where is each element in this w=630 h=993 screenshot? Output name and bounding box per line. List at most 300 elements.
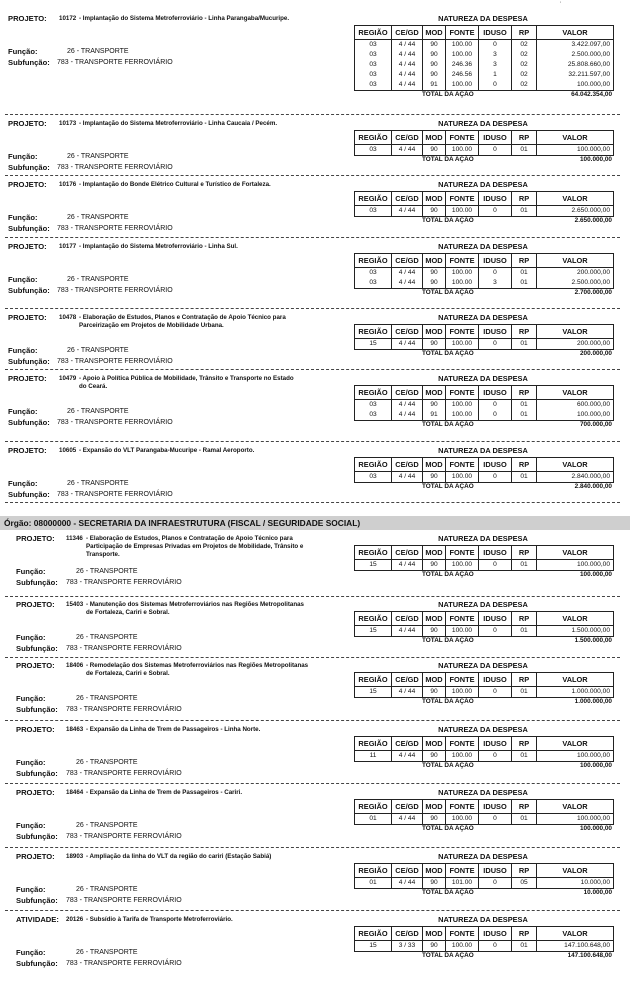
row-cell: 3 [479,278,512,289]
project-title: - Elaboração de Estudos, Planos e Contratação de Apoio Técnico para Parceirização em Projetos de Mobilidade Urbana. [79,314,286,330]
row-cell: 4 / 44 [392,814,423,825]
row-cell: 03 [355,410,392,421]
table-row [355,80,614,91]
project-code: 18464 [66,789,84,796]
column-header-iduso: IDUSO [479,927,512,941]
column-header-cegd: CE/GD [392,325,423,339]
column-header-valor: VALOR [537,546,614,560]
row-value: 200.000,00 [537,339,614,350]
row-cell: 01 [512,560,537,571]
column-header-iduso: IDUSO [479,192,512,206]
funcao-value: 26 - TRANSPORTE [76,822,138,829]
row-cell: 246.56 [446,70,479,80]
table-row [355,70,614,80]
project-kind-label: PROJETO: [16,852,55,861]
column-header-cegd: CE/GD [392,612,423,626]
column-header-valor: VALOR [537,927,614,941]
row-cell: 90 [423,626,446,637]
total-value: 700.000,00 [580,421,612,428]
project-code: 18463 [66,726,84,733]
total-value: 200.000,00 [580,350,612,357]
column-header-mod: MOD [423,254,446,268]
column-header-iduso: IDUSO [479,546,512,560]
subfuncao-label: Subfunção: [8,58,50,67]
column-header-rp: RP [512,386,537,400]
column-header-mod: MOD [423,458,446,472]
row-cell: 4 / 44 [392,50,423,60]
row-cell: 3 / 33 [392,941,423,952]
expense-table [354,253,614,289]
column-header-fonte: FONTE [446,612,479,626]
table-row [355,50,614,60]
row-cell: 4 / 44 [392,206,423,217]
project-kind-label: PROJETO: [8,119,47,128]
table-row [355,941,614,952]
table-row [355,751,614,762]
row-cell: 100.00 [446,814,479,825]
row-cell: 100.00 [446,410,479,421]
total-label: TOTAL DA AÇÃO [422,762,474,769]
expense-table [354,926,614,952]
column-header-mod: MOD [423,131,446,145]
subfuncao-label: Subfunção: [16,644,58,653]
funcao-value: 26 - TRANSPORTE [76,886,138,893]
column-header-regiao: REGIÃO [355,864,392,878]
project-kind-label: ATIVIDADE: [16,915,59,924]
row-cell: 01 [512,814,537,825]
natureza-header: NATUREZA DA DESPESA [438,242,528,251]
table-row [355,40,614,51]
column-header-iduso: IDUSO [479,325,512,339]
column-header-rp: RP [512,325,537,339]
column-header-cegd: CE/GD [392,673,423,687]
row-cell: 01 [512,339,537,350]
project-code: 10177 [59,243,77,250]
subfuncao-label: Subfunção: [8,418,50,427]
row-cell: 0 [479,626,512,637]
project-title: - Implantação do Bonde Elétrico Cultural e Turístico de Fortaleza. [79,181,271,188]
total-value: 100.000,00 [580,825,612,832]
funcao-value: 26 - TRANSPORTE [67,276,129,283]
column-header-valor: VALOR [537,386,614,400]
project-kind-label: PROJETO: [8,374,47,383]
row-cell: 15 [355,941,392,952]
row-cell: 03 [355,206,392,217]
row-cell: 02 [512,80,537,91]
table-row [355,626,614,637]
row-cell: 90 [423,878,446,889]
row-cell: 01 [512,687,537,698]
column-header-iduso: IDUSO [479,612,512,626]
table-row [355,268,614,279]
project-code: 15403 [66,601,84,608]
total-label: TOTAL DA AÇÃO [422,698,474,705]
row-cell: 90 [423,40,446,51]
row-cell: 0 [479,80,512,91]
row-cell: 101.00 [446,878,479,889]
natureza-header: NATUREZA DA DESPESA [438,313,528,322]
subfuncao-label: Subfunção: [8,286,50,295]
section-separator [5,175,620,176]
project-code: 10173 [59,120,77,127]
row-cell: 01 [512,472,537,483]
column-header-fonte: FONTE [446,927,479,941]
funcao-value: 26 - TRANSPORTE [76,949,138,956]
subfuncao-value: 783 - TRANSPORTE FERROVIÁRIO [66,645,182,652]
column-header-cegd: CE/GD [392,386,423,400]
funcao-value: 26 - TRANSPORTE [67,48,129,55]
row-cell: 91 [423,80,446,91]
row-cell: 03 [355,400,392,411]
table-row [355,410,614,421]
row-cell: 03 [355,50,392,60]
column-header-mod: MOD [423,192,446,206]
column-header-fonte: FONTE [446,737,479,751]
section-separator [5,720,620,721]
column-header-mod: MOD [423,673,446,687]
column-header-regiao: REGIÃO [355,325,392,339]
row-cell: 100.00 [446,751,479,762]
row-cell: 90 [423,814,446,825]
row-cell: 0 [479,410,512,421]
column-header-mod: MOD [423,927,446,941]
funcao-label: Função: [8,275,38,284]
subfuncao-value: 783 - TRANSPORTE FERROVIÁRIO [57,491,173,498]
table-row [355,560,614,571]
subfuncao-label: Subfunção: [8,490,50,499]
row-cell: 01 [355,878,392,889]
row-cell: 4 / 44 [392,70,423,80]
row-cell: 100.00 [446,80,479,91]
row-cell: 01 [512,751,537,762]
row-cell: 03 [355,278,392,289]
total-label: TOTAL DA AÇÃO [422,825,474,832]
row-cell: 90 [423,145,446,156]
section-separator [5,308,620,309]
row-cell: 90 [423,751,446,762]
funcao-label: Função: [8,47,38,56]
column-header-mod: MOD [423,386,446,400]
project-code: 10172 [59,15,77,22]
row-cell: 02 [512,70,537,80]
project-kind-label: PROJETO: [8,180,47,189]
row-cell: 100.00 [446,268,479,279]
column-header-rp: RP [512,26,537,40]
total-label: TOTAL DA AÇÃO [422,421,474,428]
row-value: 147.100.648,00 [537,941,614,952]
expense-table [354,457,614,483]
column-header-valor: VALOR [537,673,614,687]
total-value: 100.000,00 [580,156,612,163]
column-header-fonte: FONTE [446,386,479,400]
row-value: 1.500.000,00 [537,626,614,637]
subfuncao-label: Subfunção: [16,705,58,714]
row-cell: 01 [512,626,537,637]
column-header-fonte: FONTE [446,458,479,472]
row-cell: 0 [479,40,512,51]
total-value: 1.000.000,00 [574,698,612,705]
subfuncao-value: 783 - TRANSPORTE FERROVIÁRIO [57,358,173,365]
row-cell: 90 [423,60,446,70]
row-cell: 3 [479,60,512,70]
column-header-fonte: FONTE [446,546,479,560]
row-cell: 100.00 [446,560,479,571]
row-cell: 01 [512,941,537,952]
row-cell: 0 [479,268,512,279]
expense-table [354,611,614,637]
subfuncao-value: 783 - TRANSPORTE FERROVIÁRIO [66,960,182,967]
total-label: TOTAL DA AÇÃO [422,952,474,959]
column-header-cegd: CE/GD [392,864,423,878]
row-cell: 02 [512,50,537,60]
column-header-rp: RP [512,192,537,206]
row-cell: 01 [512,400,537,411]
column-header-valor: VALOR [537,864,614,878]
column-header-iduso: IDUSO [479,131,512,145]
subfuncao-value: 783 - TRANSPORTE FERROVIÁRIO [66,706,182,713]
row-value: 3.422.097,00 [537,40,614,51]
subfuncao-value: 783 - TRANSPORTE FERROVIÁRIO [66,579,182,586]
subfuncao-value: 783 - TRANSPORTE FERROVIÁRIO [66,770,182,777]
project-kind-label: PROJETO: [16,661,55,670]
subfuncao-label: Subfunção: [16,578,58,587]
total-label: TOTAL DA AÇÃO [422,156,474,163]
column-header-iduso: IDUSO [479,458,512,472]
funcao-label: Função: [16,567,46,576]
column-header-regiao: REGIÃO [355,673,392,687]
section-separator [5,114,620,115]
natureza-header: NATUREZA DA DESPESA [438,446,528,455]
row-value: 25.808.660,00 [537,60,614,70]
funcao-value: 26 - TRANSPORTE [67,153,129,160]
natureza-header: NATUREZA DA DESPESA [438,14,528,23]
expense-table [354,863,614,889]
column-header-valor: VALOR [537,192,614,206]
row-value: 100.000,00 [537,410,614,421]
funcao-value: 26 - TRANSPORTE [76,695,138,702]
row-cell: 05 [512,878,537,889]
column-header-rp: RP [512,737,537,751]
column-header-rp: RP [512,927,537,941]
row-cell: 0 [479,941,512,952]
total-label: TOTAL DA AÇÃO [422,350,474,357]
section-separator [5,847,620,848]
row-value: 100.000,00 [537,560,614,571]
column-header-cegd: CE/GD [392,131,423,145]
total-label: TOTAL DA AÇÃO [422,637,474,644]
table-row [355,145,614,156]
column-header-mod: MOD [423,800,446,814]
column-header-cegd: CE/GD [392,737,423,751]
row-cell: 4 / 44 [392,687,423,698]
row-cell: 01 [512,206,537,217]
row-cell: 0 [479,472,512,483]
project-kind-label: PROJETO: [8,446,47,455]
row-cell: 4 / 44 [392,80,423,91]
row-value: 2.840.000,00 [537,472,614,483]
column-header-mod: MOD [423,864,446,878]
total-label: TOTAL DA AÇÃO [422,889,474,896]
row-value: 200.000,00 [537,268,614,279]
column-header-regiao: REGIÃO [355,546,392,560]
total-value: 64.042.354,00 [571,91,612,98]
row-cell: 90 [423,278,446,289]
project-title: - Manutenção dos Sistemas Metroferroviários nas Regiões Metropolitanas de Fortaleza, Cariri e Sobral. [86,601,304,617]
column-header-rp: RP [512,612,537,626]
column-header-valor: VALOR [537,737,614,751]
row-cell: 0 [479,339,512,350]
row-cell: 0 [479,145,512,156]
row-cell: 100.00 [446,50,479,60]
section-separator [5,910,620,911]
row-cell: 4 / 44 [392,278,423,289]
subfuncao-label: Subfunção: [16,832,58,841]
row-value: 1.000.000,00 [537,687,614,698]
funcao-value: 26 - TRANSPORTE [67,408,129,415]
funcao-label: Função: [16,821,46,830]
project-code: 18406 [66,662,84,669]
section-separator [5,502,620,503]
column-header-valor: VALOR [537,612,614,626]
table-row [355,400,614,411]
column-header-iduso: IDUSO [479,26,512,40]
column-header-valor: VALOR [537,254,614,268]
total-value: 2.840.000,00 [574,483,612,490]
subfuncao-label: Subfunção: [16,896,58,905]
row-cell: 90 [423,560,446,571]
column-header-fonte: FONTE [446,673,479,687]
row-cell: 15 [355,560,392,571]
row-cell: 1 [479,70,512,80]
row-cell: 02 [512,40,537,51]
column-header-cegd: CE/GD [392,800,423,814]
row-cell: 100.00 [446,626,479,637]
project-title: - Expansão da Linha de Trem de Passageiros - Linha Norte. [86,726,261,733]
row-cell: 100.00 [446,941,479,952]
table-row [355,206,614,217]
row-cell: 4 / 44 [392,60,423,70]
subfuncao-label: Subfunção: [16,959,58,968]
total-value: 100.000,00 [580,762,612,769]
funcao-value: 26 - TRANSPORTE [67,214,129,221]
table-row [355,878,614,889]
project-code: 10478 [59,314,77,321]
subfuncao-value: 783 - TRANSPORTE FERROVIÁRIO [57,225,173,232]
column-header-regiao: REGIÃO [355,386,392,400]
table-row [355,339,614,350]
row-cell: 4 / 44 [392,268,423,279]
subfuncao-value: 783 - TRANSPORTE FERROVIÁRIO [57,419,173,426]
funcao-value: 26 - TRANSPORTE [76,568,138,575]
row-cell: 01 [512,410,537,421]
column-header-cegd: CE/GD [392,254,423,268]
project-title: - Remodelação dos Sistemas Metroferroviários nas Regiões Metropolitanas de Fortaleza, Cariri e Sobral. [86,662,309,678]
total-label: TOTAL DA AÇÃO [422,483,474,490]
row-cell: 0 [479,400,512,411]
table-row [355,60,614,70]
table-row [355,472,614,483]
row-cell: 01 [355,814,392,825]
funcao-label: Função: [8,407,38,416]
row-cell: 01 [512,268,537,279]
project-code: 10479 [59,375,77,382]
row-cell: 100.00 [446,400,479,411]
project-kind-label: PROJETO: [16,788,55,797]
row-value: 2.500.000,00 [537,50,614,60]
funcao-label: Função: [8,346,38,355]
subfuncao-value: 783 - TRANSPORTE FERROVIÁRIO [57,287,173,294]
section-separator [5,441,620,442]
header-mark: ' [560,2,562,8]
table-row [355,687,614,698]
row-cell: 4 / 44 [392,40,423,51]
row-value: 100.000,00 [537,814,614,825]
row-cell: 100.00 [446,40,479,51]
expense-table [354,130,614,156]
project-code: 18903 [66,853,84,860]
project-title: - Ampliação da linha do VLT da região do cariri (Estação Sabiá) [86,853,272,860]
project-kind-label: PROJETO: [8,313,47,322]
project-title: - Expansão da Linha de Trem de Passageiros - Cariri. [86,789,243,796]
funcao-label: Função: [16,694,46,703]
total-value: 1.500.000,00 [574,637,612,644]
funcao-label: Função: [16,948,46,957]
row-cell: 4 / 44 [392,626,423,637]
column-header-mod: MOD [423,546,446,560]
row-cell: 01 [512,278,537,289]
column-header-iduso: IDUSO [479,737,512,751]
section-separator [5,657,620,658]
project-title: - Apoio à Política Pública de Mobilidade, Trânsito e Transporte no Estado do Ceará. [79,375,294,391]
row-cell: 100.00 [446,339,479,350]
expense-table [354,191,614,217]
row-cell: 03 [355,60,392,70]
section-separator [5,369,620,370]
row-cell: 90 [423,268,446,279]
column-header-cegd: CE/GD [392,927,423,941]
funcao-value: 26 - TRANSPORTE [76,759,138,766]
subfuncao-label: Subfunção: [16,769,58,778]
row-cell: 03 [355,472,392,483]
row-cell: 15 [355,339,392,350]
column-header-valor: VALOR [537,325,614,339]
total-label: TOTAL DA AÇÃO [422,91,474,98]
total-label: TOTAL DA AÇÃO [422,571,474,578]
natureza-header: NATUREZA DA DESPESA [438,374,528,383]
expense-table [354,25,614,91]
column-header-iduso: IDUSO [479,673,512,687]
row-cell: 100.00 [446,278,479,289]
row-cell: 0 [479,751,512,762]
section-separator [5,596,620,597]
column-header-regiao: REGIÃO [355,192,392,206]
funcao-label: Função: [16,633,46,642]
column-header-regiao: REGIÃO [355,26,392,40]
column-header-regiao: REGIÃO [355,927,392,941]
row-cell: 02 [512,60,537,70]
expense-table [354,736,614,762]
subfuncao-label: Subfunção: [8,224,50,233]
column-header-cegd: CE/GD [392,192,423,206]
column-header-regiao: REGIÃO [355,800,392,814]
table-row [355,814,614,825]
expense-table [354,385,614,421]
project-title: - Subsídio à Tarifa de Transporte Metroferroviário. [86,916,233,923]
row-cell: 90 [423,941,446,952]
column-header-rp: RP [512,673,537,687]
row-value: 100.000,00 [537,751,614,762]
row-cell: 100.00 [446,206,479,217]
